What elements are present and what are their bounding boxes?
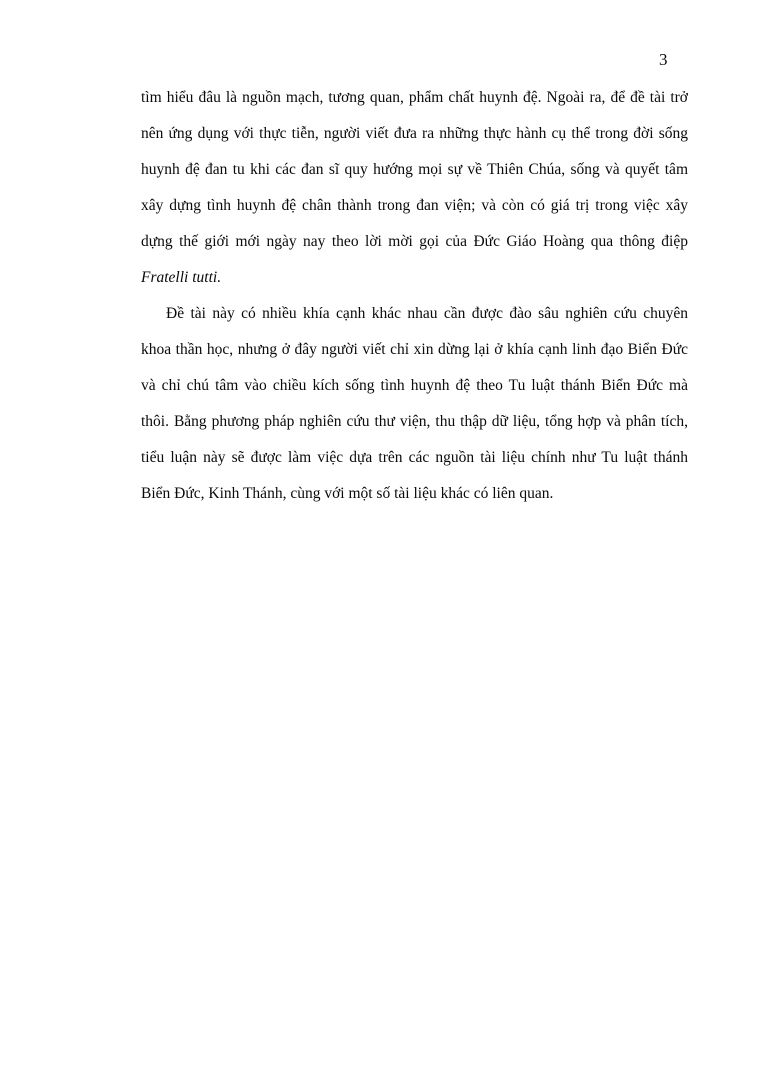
paragraph xyxy=(141,296,688,512)
text-line: nên ứng dụng với thực tiễn, người viết đưa ra những thực hành cụ thể trong đời sống xyxy=(141,125,688,142)
page-number: 3 xyxy=(659,50,668,69)
text-line-book-title: Fratelli tutti. xyxy=(141,269,222,286)
text-line: Biển Đức, Kinh Thánh, cùng với một số tài liệu khác có liên quan. xyxy=(141,485,554,502)
text-line: tiểu luận này sẽ được làm việc dựa trên các nguồn tài liệu chính như Tu luật thánh xyxy=(141,449,688,466)
text-line: thôi. Bằng phương pháp nghiên cứu thư viện, thu thập dữ liệu, tổng hợp và phân tích, xyxy=(141,413,688,430)
text-line: dựng thế giới mới ngày nay theo lời mời gọi của Đức Giáo Hoàng qua thông điệp xyxy=(141,233,688,250)
text-line: tìm hiểu đâu là nguồn mạch, tương quan, phẩm chất huynh đệ. Ngoài ra, để đề tài trở xyxy=(141,89,688,106)
text-line: huynh đệ đan tu khi các đan sĩ quy hướng mọi sự về Thiên Chúa, sống và quyết tâm xyxy=(141,161,688,178)
document-body xyxy=(141,80,688,512)
text-line: xây dựng tình huynh đệ chân thành trong đan viện; và còn có giá trị trong việc xây xyxy=(141,197,688,214)
text-line: và chỉ chú tâm vào chiều kích sống tình huynh đệ theo Tu luật thánh Biển Đức mà xyxy=(141,377,688,394)
text-line: khoa thần học, nhưng ở đây người viết chỉ xin dừng lại ở khía cạnh linh đạo Biển Đức xyxy=(141,341,688,358)
paragraph xyxy=(141,80,688,296)
text-line: Đề tài này có nhiều khía cạnh khác nhau cần được đào sâu nghiên cứu chuyên xyxy=(166,305,688,322)
